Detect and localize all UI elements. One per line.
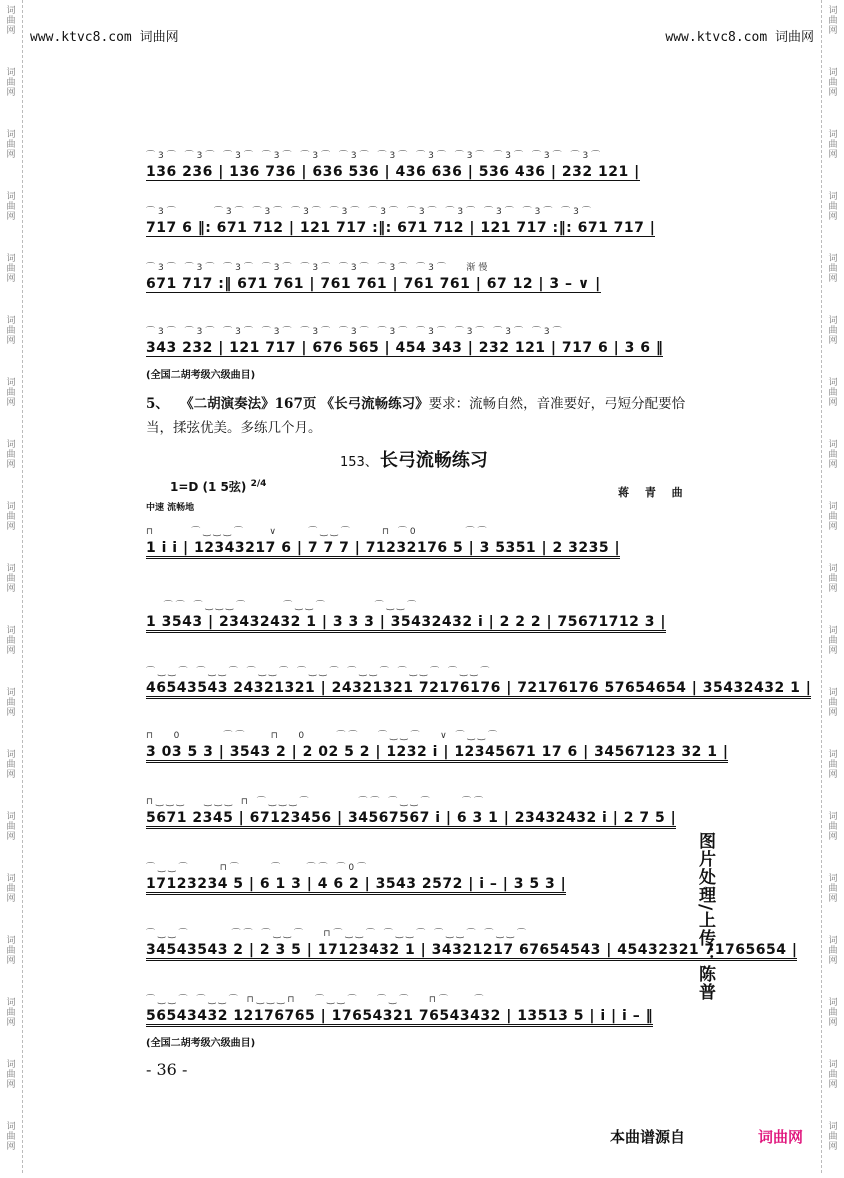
page-number: - 36 -: [146, 1060, 188, 1079]
side-watermark-group: [822, 496, 844, 558]
side-watermark-char: 网: [828, 1142, 838, 1152]
side-watermark-char: 曲: [828, 946, 838, 956]
requirement-paragraph: [146, 392, 716, 440]
side-watermark-char: 曲: [828, 1132, 838, 1142]
side-watermark-char: 曲: [828, 1008, 838, 1018]
side-watermark-char: 曲: [828, 884, 838, 894]
side-watermark-char: 词: [828, 626, 838, 636]
side-watermark-group: [0, 62, 22, 124]
side-watermark-char: 网: [6, 1142, 16, 1152]
bowing-marks: ⌒3⌒ ⌒3⌒ ⌒3⌒ ⌒3⌒ ⌒3⌒ ⌒3⌒ ⌒3⌒ ⌒3⌒ ⌒3⌒ ⌒3⌒ ⌒3⌒ ⌒3⌒: [146, 151, 604, 161]
side-watermark-char: 网: [6, 584, 16, 594]
side-watermark-char: 曲: [6, 16, 16, 26]
side-watermark-char: 曲: [6, 202, 16, 212]
side-watermark-char: 曲: [6, 1008, 16, 1018]
side-watermark-char: 词: [6, 874, 16, 884]
side-watermark-char: 词: [6, 502, 16, 512]
bowing-marks: ⊓ ⌒‿‿‿⌒ ∨ ⌒‿‿⌒ ⊓ ⌒0 ⌒⌒: [146, 527, 490, 537]
side-watermark-char: 曲: [6, 822, 16, 832]
side-watermark-char: 网: [6, 88, 16, 98]
side-watermark-char: 网: [828, 894, 838, 904]
left-watermark-column: [0, 0, 23, 1173]
side-watermark-char: 曲: [6, 450, 16, 460]
side-watermark-char: 网: [6, 708, 16, 718]
bowing-marks: ⌒‿‿⌒ ⌒‿‿⌒ ⌒‿‿⌒ ⌒‿‿⌒ ⌒‿‿⌒ ⌒‿‿⌒ ⌒‿‿⌒: [146, 667, 493, 677]
side-watermark-char: 网: [6, 336, 16, 346]
side-watermark-char: 词: [6, 130, 16, 140]
side-watermark-char: 网: [828, 336, 838, 346]
side-watermark-char: 曲: [828, 698, 838, 708]
side-watermark-group: [0, 1054, 22, 1116]
watermark-site: 词曲网: [774, 30, 814, 45]
side-watermark-group: [0, 1116, 22, 1178]
side-watermark-char: 词: [828, 440, 838, 450]
side-watermark-char: 网: [828, 398, 838, 408]
score-line-text: 136 236 | 136 736 | 636 536 | 436 636 | 536 436 | 232 121 |: [146, 164, 640, 180]
book-title: 《二胡演奏法》: [186, 396, 275, 412]
bowing-marks: ⌒‿‿⌒ ⊓⌒ ⌒ ⌒⌒ ⌒0⌒: [146, 863, 370, 873]
page-ref: 167页: [274, 396, 317, 412]
side-watermark-group: [822, 682, 844, 744]
side-watermark-char: 词: [828, 564, 838, 574]
side-watermark-char: 网: [6, 150, 16, 160]
exam-footnote: (全国二胡考级六级曲目): [146, 1038, 256, 1049]
side-watermark-char: 词: [828, 192, 838, 202]
side-watermark-char: 曲: [6, 78, 16, 88]
side-watermark-char: 词: [6, 6, 16, 16]
side-watermark-group: [822, 1054, 844, 1116]
site-logo[interactable]: 词曲网: [758, 1128, 804, 1146]
piece-line-8: [146, 995, 692, 1028]
side-watermark-char: 曲: [6, 946, 16, 956]
side-watermark-group: [0, 186, 22, 248]
side-watermark-char: 网: [828, 212, 838, 222]
side-watermark-group: [0, 744, 22, 806]
piece-line-4: [146, 731, 729, 764]
side-watermark-group: [822, 992, 844, 1054]
side-watermark-char: 词: [6, 688, 16, 698]
score-line-text: 17123234 5 | 6 1 3 | 4 6 2 | 3543 2572 | i – | 3 5 3 |: [146, 876, 566, 895]
side-watermark-char: 网: [6, 770, 16, 780]
side-watermark-group: [0, 310, 22, 372]
side-watermark-char: 词: [6, 936, 16, 946]
piece-reference: 《长弓流畅练习》: [320, 396, 429, 412]
side-watermark-char: 词: [828, 688, 838, 698]
side-watermark-char: 网: [828, 522, 838, 532]
side-watermark-char: 曲: [6, 388, 16, 398]
score-line-text: 1 3543 | 23432432 1 | 3 3 3 | 35432432 i | 2 2 2 | 75671712 3 |: [146, 614, 666, 633]
side-watermark-char: 曲: [828, 636, 838, 646]
bowing-marks: ⌒⌒ ⌒‿‿‿⌒ ⌒‿‿⌒ ⌒‿‿⌒: [146, 601, 420, 611]
side-watermark-char: 曲: [6, 326, 16, 336]
side-watermark-group: [0, 930, 22, 992]
side-watermark-char: 网: [828, 88, 838, 98]
tempo-mark-slowing: 渐慢: [466, 263, 491, 273]
side-watermark-char: 网: [828, 770, 838, 780]
time-signature: 2/4: [250, 479, 267, 489]
side-watermark-char: 词: [6, 440, 16, 450]
side-watermark-char: 词: [6, 1060, 16, 1070]
side-watermark-group: [0, 372, 22, 434]
side-watermark-char: 网: [828, 646, 838, 656]
watermark-site: 词曲网: [139, 30, 179, 45]
side-watermark-char: 词: [828, 750, 838, 760]
image-credit: 图片处理/上传：陈普: [695, 832, 715, 1002]
bowing-marks: ⊓‿‿‿ ‿‿‿ ⊓ ⌒‿‿‿⌒ ⌒⌒ ⌒‿‿⌒ ⌒⌒: [146, 797, 486, 807]
piece-line-5: [146, 797, 692, 830]
side-watermark-group: [0, 248, 22, 310]
watermark-url[interactable]: www.ktvc8.com: [665, 30, 768, 45]
side-watermark-group: [0, 0, 22, 62]
key-signature: [170, 478, 266, 495]
side-watermark-char: 词: [828, 812, 838, 822]
side-watermark-char: 网: [6, 460, 16, 470]
side-watermark-char: 网: [828, 708, 838, 718]
requirement-text-1: 要求：流畅自然，音准要好，弓短分配要恰: [428, 396, 686, 412]
side-watermark-char: 词: [6, 564, 16, 574]
side-watermark-group: [822, 744, 844, 806]
side-watermark-group: [822, 558, 844, 620]
side-watermark-group: [822, 930, 844, 992]
side-watermark-group: [822, 0, 844, 62]
side-watermark-group: [822, 868, 844, 930]
composer: 蒋 青 曲: [618, 486, 689, 499]
side-watermark-char: 曲: [828, 202, 838, 212]
score-line-text: 671 717 :‖ 671 761 | 761 761 | 761 761 | 67 12 | 3 – ∨ |: [146, 276, 601, 292]
side-watermark-char: 词: [6, 626, 16, 636]
side-watermark-char: 网: [6, 274, 16, 284]
side-watermark-char: 网: [6, 646, 16, 656]
side-watermark-char: 词: [6, 998, 16, 1008]
side-watermark-group: [0, 620, 22, 682]
tempo-marking: 中速 流畅地: [146, 503, 195, 513]
key-text: 1=D (1 5弦): [170, 480, 247, 494]
side-watermark-char: 曲: [6, 512, 16, 522]
side-watermark-char: 曲: [828, 264, 838, 274]
side-watermark-char: 曲: [828, 16, 838, 26]
side-watermark-char: 曲: [6, 264, 16, 274]
score-line-text: 56543432 12176765 | 17654321 76543432 | 13513 5 | i | i – ‖: [146, 1008, 653, 1027]
item-number: 5、: [146, 396, 169, 412]
bowing-marks: ⌒‿‿⌒ ⌒‿‿⌒ ⊓‿‿‿⊓ ⌒‿‿⌒ ⌒‿⌒ ⊓⌒ ⌒: [146, 995, 487, 1005]
side-watermark-group: [822, 372, 844, 434]
side-watermark-group: [822, 124, 844, 186]
side-watermark-char: 词: [828, 502, 838, 512]
side-watermark-group: [822, 620, 844, 682]
side-watermark-char: 网: [6, 894, 16, 904]
side-watermark-char: 词: [828, 1060, 838, 1070]
score-line-text: 3 03 5 3 | 3543 2 | 2 02 5 2 | 1232 i | 12345671 17 6 | 34567123 32 1 |: [146, 744, 728, 763]
side-watermark-char: 曲: [6, 636, 16, 646]
side-watermark-char: 曲: [6, 574, 16, 584]
piece-line-3: [146, 667, 812, 700]
side-watermark-char: 词: [828, 6, 838, 16]
score-line-text: 34543543 2 | 2 3 5 | 17123432 1 | 34321217 67654543 | 45432321 71765654 |: [146, 942, 797, 961]
side-watermark-char: 曲: [828, 78, 838, 88]
header-watermark-left[interactable]: [30, 26, 179, 45]
side-watermark-group: [0, 558, 22, 620]
side-watermark-group: [822, 434, 844, 496]
side-watermark-char: 曲: [828, 388, 838, 398]
side-watermark-group: [822, 186, 844, 248]
header-watermark-right[interactable]: [665, 26, 814, 45]
side-watermark-char: 网: [828, 832, 838, 842]
side-watermark-group: [0, 124, 22, 186]
side-watermark-char: 曲: [6, 1132, 16, 1142]
side-watermark-group: [822, 806, 844, 868]
side-watermark-char: 曲: [6, 698, 16, 708]
side-watermark-group: [0, 682, 22, 744]
bowing-marks: ⌒3⌒ ⌒3⌒ ⌒3⌒ ⌒3⌒ ⌒3⌒ ⌒3⌒ ⌒3⌒ ⌒3⌒ 渐慢: [146, 263, 491, 273]
side-watermark-char: 词: [828, 1122, 838, 1132]
side-watermark-char: 词: [828, 936, 838, 946]
side-watermark-char: 词: [828, 254, 838, 264]
side-watermark-char: 词: [6, 316, 16, 326]
score-line-4: [146, 327, 692, 360]
bowing-marks: ⌒3⌒ ⌒3⌒ ⌒3⌒ ⌒3⌒ ⌒3⌒ ⌒3⌒ ⌒3⌒ ⌒3⌒ ⌒3⌒ ⌒3⌒ ⌒3⌒: [146, 207, 594, 217]
side-watermark-char: 网: [828, 1018, 838, 1028]
side-watermark-char: 网: [828, 584, 838, 594]
side-watermark-char: 词: [6, 192, 16, 202]
side-watermark-char: 网: [6, 1018, 16, 1028]
side-watermark-char: 网: [828, 956, 838, 966]
side-watermark-char: 网: [6, 398, 16, 408]
side-watermark-char: 曲: [6, 884, 16, 894]
side-watermark-group: [0, 496, 22, 558]
side-watermark-char: 词: [828, 68, 838, 78]
side-watermark-char: 词: [6, 750, 16, 760]
exam-footnote: (全国二胡考级六级曲目): [146, 370, 256, 381]
side-watermark-char: 网: [6, 1080, 16, 1090]
side-watermark-group: [0, 992, 22, 1054]
bowing-marks: ⊓ 0 ⌒⌒ ⊓ 0 ⌒⌒ ⌒‿‿⌒ ∨ ⌒‿‿⌒: [146, 731, 500, 741]
piece-number: 153、: [340, 455, 378, 470]
score-line-text: 5671 2345 | 67123456 | 34567567 i | 6 3 1 | 23432432 i | 2 7 5 |: [146, 810, 676, 829]
source-label: 本曲谱源自: [610, 1128, 686, 1146]
side-watermark-char: 曲: [828, 140, 838, 150]
score-line-text: 343 232 | 121 717 | 676 565 | 454 343 | 232 121 | 717 6 | 3 6 ‖: [146, 340, 664, 356]
side-watermark-char: 网: [828, 26, 838, 36]
piece-line-1: [146, 527, 692, 560]
bowing-marks: ⌒‿‿⌒ ⌒⌒ ⌒‿‿⌒ ⊓⌒‿‿⌒ ⌒‿‿⌒ ⌒‿‿⌒ ⌒‿‿⌒: [146, 929, 529, 939]
side-watermark-char: 网: [6, 212, 16, 222]
side-watermark-char: 网: [6, 832, 16, 842]
right-watermark-column: [821, 0, 844, 1173]
side-watermark-group: [822, 310, 844, 372]
bowing-marks: ⌒3⌒ ⌒3⌒ ⌒3⌒ ⌒3⌒ ⌒3⌒ ⌒3⌒ ⌒3⌒ ⌒3⌒ ⌒3⌒ ⌒3⌒ ⌒3⌒: [146, 327, 565, 337]
side-watermark-char: 网: [6, 956, 16, 966]
side-watermark-char: 网: [6, 26, 16, 36]
side-watermark-char: 曲: [828, 760, 838, 770]
piece-line-7: [146, 929, 798, 962]
side-watermark-char: 词: [6, 1122, 16, 1132]
side-watermark-char: 词: [828, 130, 838, 140]
side-watermark-char: 词: [828, 998, 838, 1008]
piece-line-6: [146, 863, 692, 896]
side-watermark-char: 曲: [6, 1070, 16, 1080]
side-watermark-char: 词: [828, 378, 838, 388]
side-watermark-char: 曲: [828, 450, 838, 460]
side-watermark-group: [822, 62, 844, 124]
side-watermark-char: 曲: [6, 760, 16, 770]
side-watermark-group: [0, 806, 22, 868]
piece-line-2: [146, 601, 692, 634]
side-watermark-char: 词: [6, 812, 16, 822]
side-watermark-group: [822, 1116, 844, 1178]
side-watermark-char: 曲: [828, 1070, 838, 1080]
score-line-text: 1 i i | 12343217 6 | 7 7 7 | 71232176 5 | 3 5351 | 2 3235 |: [146, 540, 620, 559]
side-watermark-char: 网: [828, 460, 838, 470]
watermark-url[interactable]: www.ktvc8.com: [30, 30, 132, 45]
side-watermark-char: 曲: [6, 140, 16, 150]
side-watermark-char: 网: [6, 522, 16, 532]
requirement-text-2: 当，揉弦优美。多练几个月。: [146, 420, 322, 436]
score-line-1: [146, 151, 692, 184]
piece-title: [340, 446, 488, 472]
side-watermark-char: 网: [828, 274, 838, 284]
side-watermark-char: 网: [828, 1080, 838, 1090]
score-line-text: 717 6 ‖: 671 712 | 121 717 :‖: 671 712 | 121 717 :‖: 671 717 |: [146, 220, 656, 236]
side-watermark-char: 曲: [828, 326, 838, 336]
side-watermark-char: 网: [828, 150, 838, 160]
side-watermark-char: 词: [828, 874, 838, 884]
side-watermark-char: 词: [6, 378, 16, 388]
side-watermark-char: 曲: [828, 512, 838, 522]
side-watermark-group: [822, 248, 844, 310]
side-watermark-char: 词: [828, 316, 838, 326]
side-watermark-char: 词: [6, 68, 16, 78]
score-line-text: 46543543 24321321 | 24321321 72176176 | 72176176 57654654 | 35432432 1 |: [146, 680, 811, 699]
side-watermark-char: 曲: [828, 822, 838, 832]
side-watermark-group: [0, 868, 22, 930]
side-watermark-char: 词: [6, 254, 16, 264]
piece-title-text: 长弓流畅练习: [379, 450, 488, 471]
side-watermark-char: 曲: [828, 574, 838, 584]
side-watermark-group: [0, 434, 22, 496]
score-line-2: [146, 207, 692, 240]
score-line-3: [146, 263, 692, 296]
